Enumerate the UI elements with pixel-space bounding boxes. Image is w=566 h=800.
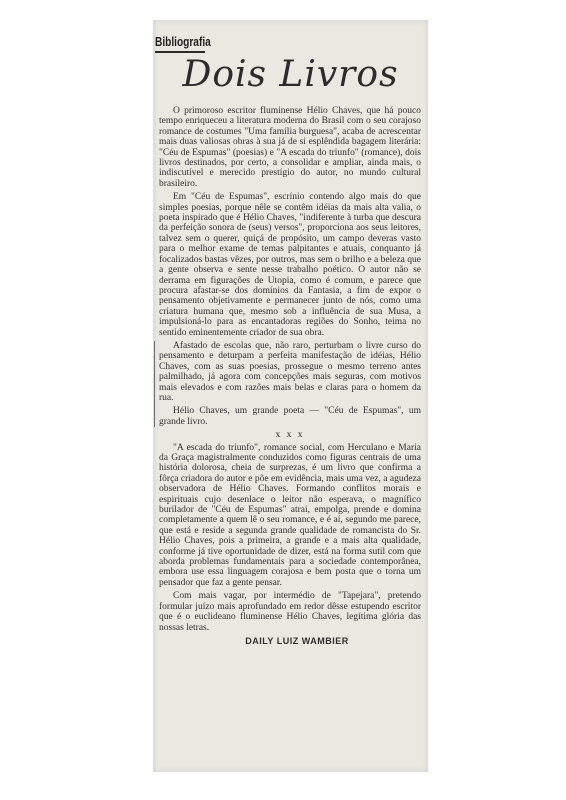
paragraph-3: Afastado de escolas que, não raro, perturbam o livre curso do pensamento e deturpam a perfeita manifestação de idéias, Hélio Chaves, com as suas poesias, prossegue o mesmo terreno antes palmilhado, já agora com concepções mais seguras, com motivos mais elevados e com razões mais belas e claras para o homem da rua.	[159, 340, 421, 403]
paragraph-2: Em "Céu de Espumas", escrínio contendo algo mais do que simples poesias, porque nêle se contêm idéias da mais alta valia, o poeta inspirado que é Hélio Chaves, "indiferente à turba que descura da perfeição sonora de (seus) versos", proporciona aos seus leitores, talvez sem o querer, quiçá de propósito, um campo deveras vasto para o melhor exame de temas palpitantes e atuais, conquanto já focalizados bastas vêzes, por outros, mas sem o brilho e a beleza que a gente observa e sente nesse trabalho poético. O autor não se derrama em figurações de Utopia, como é comum, e parece que procura afastar-se dos domínios da Fantasia, a fim de expor o pensamento objetivamente e permanecer junto de nós, como uma criatura humana que, mesmo sob a influência de sua Musa, a impulsioná-lo para as encantadoras regiões do Sonho, teima no sentido eminentemente criador de sua obra.	[159, 192, 421, 338]
paragraph-6: Com mais vagar, por intermédio de "Tapejara", pretendo formular juízo mais aprofundado em redor dêsse estupendo escritor que é o euclideano fluminense Hélio Chaves, legítima glória das nossas letras.	[159, 591, 421, 633]
newspaper-clipping	[153, 20, 428, 772]
paragraph-4: Hélio Chaves, um grande poeta — "Céu de Espumas", um grande livro.	[159, 406, 421, 427]
paragraph-5: "A escada do triunfo", romance social, com Herculano e Maria da Graça magistralmente conduzidos como figuras centrais de uma história dolorosa, cheia de surprezas, é um livro que confirma a fôrça criadora do autor e põe em evidência, mais uma vez, a agudeza observadora de Hélio Chaves. Formando conflitos morais e espirituais cujo desenlace o leitor não esperava, o magnífico burilador de "Céu de Espumas" atrai, empolga, prende e domina completamente a quem lê o seu romance, e é aí, segundo me parece, que está e reside a segunda grande qualidade de romancista do Sr. Hélio Chaves, pois a primeira, a grande e a mais alta qualidade, conforme já tive oportunidade de dizer, está na forma sutil com que aborda problemas fundamentais para a sociedade contemporânea, embora use essa linguagem corajosa e bem posta que o torna um pensador que faz a gente pensar.	[159, 442, 421, 588]
section-separator: x x x	[275, 430, 305, 441]
marked-passage	[154, 341, 421, 427]
article-headline: Dois Livros	[182, 54, 399, 95]
article-body	[159, 106, 421, 649]
section-label: Bibliografia	[155, 34, 211, 49]
section-underline	[155, 51, 205, 53]
author-signature: DAILY LUIZ WAMBIER	[245, 635, 349, 646]
paragraph-1: O primoroso escritor fluminense Hélio Chaves, que há pouco tempo enriqueceu a literatura moderna do Brasil com o seu corajoso romance de costumes "Uma família burguesa", acaba de acrescentar mais duas valiosas obras à sua já de si esplêndida bagagem literária: "Céu de Espumas" (poesias) e "A escada do triunfo" (romance), dois livros destinados, por certo, a consolidar e ampliar, ainda mais, o indiscutível e merecido prestígio do autor, no mundo cultural brasileiro.	[159, 106, 421, 189]
